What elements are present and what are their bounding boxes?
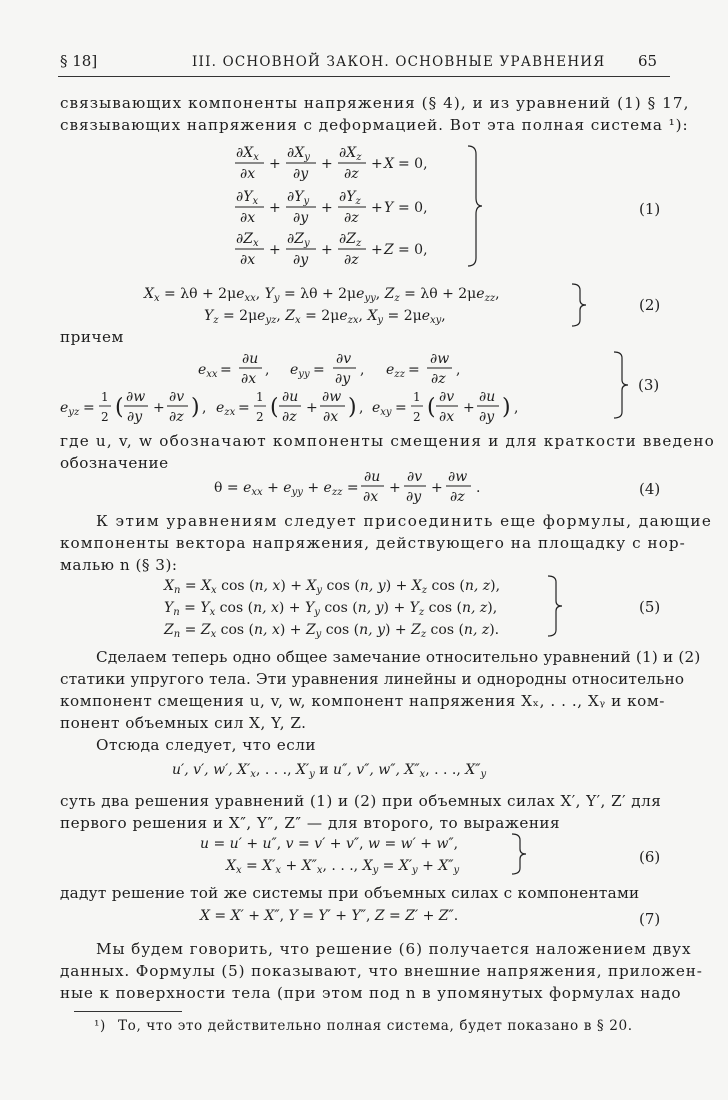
equation-number-7: (7) [639,910,661,928]
eq6-brace [512,834,526,874]
svg-text:∂Xz: $\partial X_z$ [339,145,362,163]
text-line-9: Сделаем теперь одно общее замечание относительно уравнений (1) и (2) [96,648,701,666]
svg-text:Zn = Zx cos (n, x) + Zy cos (n: $Z_n = Z_x$ cos (n, $x) + Z_y$ cos (n, $y) + Z_z$ cos (n, z). [164,622,500,640]
svg-text:exy: $e_{xy}$ [372,400,392,418]
svg-text:,: , [360,362,365,378]
text-line-8: малью n (§ 3): [60,556,178,574]
svg-text:+: + [371,156,383,172]
text-line-2: связывающих напряжения с деформацией. Вот эта полная система ¹): [60,116,689,134]
svg-text:+: + [321,156,333,172]
footnote-marker: ¹) [94,1018,106,1034]
footnote-text: То, что это действительно полная система, будет показано в § 20. [118,1018,633,1034]
equation-5-figure [160,572,570,642]
equation-2-figure [140,280,600,330]
svg-text:(: ( [427,395,436,420]
svg-text:∂y: ∂y [293,210,309,226]
svg-text:∂x: ∂x [241,371,257,387]
svg-text:(: ( [115,395,124,420]
text-line-5: обозначение [60,454,169,472]
svg-text:,: , [514,400,519,416]
svg-text:+: + [389,480,401,496]
svg-text:1: 1 [256,390,264,404]
page-number: 65 [638,52,658,70]
text-line-3: причем [60,328,124,346]
svg-text:+: + [269,200,281,216]
text-line-16: дадут решение той же системы при объемных силах с компонентами [60,884,640,902]
svg-text:): ) [348,395,357,420]
svg-text:ezx: $e_{zx}$ [216,400,236,418]
svg-text:∂y: ∂y [406,489,422,505]
svg-text:ezz: $e_{zz}$ [386,362,405,380]
svg-text:+: + [269,242,281,258]
svg-text:∂x: ∂x [240,166,256,182]
svg-text:θ = exx + eyy + ezz =: $\theta = e_{xx} + e_{yy} + e_{zz}$ = [214,480,359,498]
footnote-rule [74,1011,182,1012]
svg-text:Yn = Yx cos (n, x) + Yy cos (n: $Y_n = Y_x$ cos (n, $x) + Y_y$ cos (n, $y) + Y_z$ cos (n, z), [164,600,498,618]
text-line-13: Отсюда следует, что если [96,736,316,754]
text-line-11: компонент смещения u, v, w, компонент напряжения Xₓ, . . ., Xᵧ и ком- [60,692,665,710]
equation-4-figure [210,468,520,508]
svg-text:∂x: ∂x [363,489,379,505]
equation-number-1: (1) [639,200,661,218]
svg-text:+: + [269,156,281,172]
svg-text:eyz: $e_{yz}$ [60,400,80,418]
svg-text:∂w: ∂w [448,469,468,485]
eq3-brace [614,352,628,418]
text-line-1: связывающих компоненты напряжения (§ 4), и из уравнений (1) § 17, [60,94,690,112]
svg-text:∂z: ∂z [344,166,359,182]
equation-number-2: (2) [639,296,661,314]
svg-text:,: , [202,400,207,416]
text-line-14: суть два решения уравнений (1) и (2) при объемных силах X′, Y′, Z′ для [60,792,662,810]
svg-text:u′, v′, w′, X′x, . . ., X′y и: u′, v′, w′, $X'_x$, . . ., $X'_y$ и u″, v″, w″, $X''_x$, . . ., $X''_y$ [172,762,487,780]
svg-text:+: + [431,480,443,496]
svg-text:,: , [265,362,270,378]
svg-text:=: = [220,362,232,378]
header-rule [58,76,670,77]
text-line-19: ные к поверхности тела (при этом под n в упомянутых формулах надо [60,984,682,1002]
svg-text:∂x: ∂x [240,210,256,226]
svg-text:,: , [456,362,461,378]
eq2-brace [572,284,586,326]
equation-1-figure [220,140,520,272]
svg-text:∂z: ∂z [344,210,359,226]
svg-text:∂x: ∂x [323,409,339,425]
svg-text:= 0,: = 0, [398,242,428,258]
eq1-row-3 [235,231,428,268]
svg-text:∂z: ∂z [169,409,184,425]
running-title: III. ОСНОВНОЙ ЗАКОН. ОСНОВНЫЕ УРАВНЕНИЯ [192,54,606,70]
svg-text:∂u: ∂u [282,389,299,405]
svg-text:.: . [476,480,481,496]
svg-text:=: = [83,400,95,416]
svg-text:∂v: ∂v [439,389,455,405]
svg-text:=: = [313,362,325,378]
svg-text:= 0,: = 0, [398,156,428,172]
svg-text:u = u′ + u″, v = v′ + v″,: u = u′ + u″, v = v′ + v″, w = w′ + w″, [200,836,459,852]
svg-text:∂y: ∂y [479,409,495,425]
svg-text:Y: Y [384,200,394,216]
text-line-7: компоненты вектора напряжения, действующего на площадку с нор- [60,534,686,552]
svg-text:∂y: ∂y [293,252,309,268]
svg-text:): ) [191,395,200,420]
svg-text:+: + [463,400,475,416]
svg-text:∂y: ∂y [293,166,309,182]
svg-text:eyy: $e_{yy}$ [290,362,310,380]
eq5-brace [548,576,562,636]
svg-text:2: 2 [256,410,264,424]
svg-text:∂z: ∂z [450,489,465,505]
svg-text:∂x: ∂x [240,252,256,268]
text-line-6: К этим уравнениям следует присоединить еще формулы, дающие [96,512,713,530]
svg-text:∂Xy: $\partial X_y$ [287,145,310,163]
text-line-15: первого решения и X″, Y″, Z″ — для второго, то выражения [60,814,561,832]
svg-text:=: = [395,400,407,416]
svg-text:+: + [321,242,333,258]
equation-number-4: (4) [639,480,661,498]
svg-text:∂Xx: $\partial X_x$ [236,145,259,163]
svg-text:∂w: ∂w [430,351,450,367]
svg-text:=: = [238,400,250,416]
svg-text:∂y: ∂y [127,409,143,425]
svg-text:∂Yy: $\partial Y_y$ [287,189,310,207]
svg-text:2: 2 [413,410,421,424]
svg-text:∂z: ∂z [282,409,297,425]
svg-text:∂Zx: $\partial Z_x$ [236,231,259,249]
text-line-17: Мы будем говорить, что решение (6) получается наложением двух [96,940,692,958]
svg-text:∂Zz: $\partial Z_z$ [339,231,362,249]
svg-text:X: X [384,156,394,172]
svg-text:∂x: ∂x [439,409,455,425]
svg-text:exx: $e_{xx}$ [198,362,218,380]
equation-6-figure [190,830,540,878]
svg-text:∂v: ∂v [169,389,185,405]
svg-text:∂w: ∂w [126,389,146,405]
svg-text:∂v: ∂v [407,469,423,485]
svg-text:+: + [371,242,383,258]
svg-text:Xx = X′x + X″x, . . ., Xy =: $X_x = X'_x + X''_x$, . . ., $X_y = X'_y + X''_y$ [226,858,460,876]
equation-7-figure [196,902,566,930]
svg-text:∂Zy: $\partial Z_y$ [287,231,310,249]
eq1-brace [468,146,482,266]
svg-text:Yz = 2μeyz, Zx = 2μezx, Xy: $Y_z = 2\mu e_{yz}$, $Z_x = 2\mu e_{zx}$, $X_y = 2\mu e_{xy}$, [204,308,446,326]
svg-text:+: + [321,200,333,216]
equation-3-figure [56,344,644,426]
section-ref: § 18] [60,52,98,70]
svg-text:∂z: ∂z [431,371,446,387]
svg-text:+: + [371,200,383,216]
svg-text:X = X′ + X″, Y = Y′ + Y″,: X = X′ + X″, Y = Y′ + Y″, Z = Z′ + Z″. [200,908,459,924]
svg-text:2: 2 [101,410,109,424]
svg-text:∂u: ∂u [479,389,496,405]
equation-number-6: (6) [639,848,661,866]
svg-text:Xn = Xx cos (n, x) + Xy cos (n: $X_n = X_x$ cos (n, $x) + X_y$ cos (n, $y) + X_z$ cos (n, z), [164,578,501,596]
svg-text:Xx = λθ + 2μexx, Yy = λθ + 2: $X_x = \lambda\theta + 2\mu e_{xx}$, $Y_y = \lambda\theta + 2\mu e_{yy}$, $Z_z = \lambda\theta + 2\mu e_{zz}$, [144,286,500,304]
text-line-12: понент объемных сил X, Y, Z. [60,714,307,732]
text-line-18: данных. Формулы (5) показывают, что внешние напряжения, приложен- [60,962,703,980]
text-line-10: статики упругого тела. Эти уравнения линейны и однородны относительно [60,670,685,688]
svg-text:+: + [153,400,165,416]
solutions-figure [170,756,580,786]
svg-text:∂z: ∂z [344,252,359,268]
eq1-row-1 [235,145,428,182]
svg-text:1: 1 [413,390,421,404]
equation-number-5: (5) [639,598,661,616]
svg-text:∂v: ∂v [336,351,352,367]
svg-text:∂Yx: $\partial Y_x$ [236,189,259,207]
svg-text:∂Yz: $\partial Y_z$ [339,189,361,207]
svg-text:= 0,: = 0, [398,200,428,216]
svg-text:): ) [502,395,511,420]
text-line-4: где u, v, w обозначают компоненты смещения и для краткости введено [60,432,716,450]
svg-text:=: = [408,362,420,378]
eq1-row-2 [235,189,428,226]
svg-text:(: ( [270,395,279,420]
svg-text:Z: Z [384,242,394,258]
svg-text:,: , [359,400,364,416]
svg-text:1: 1 [101,390,109,404]
equation-number-3: (3) [638,376,660,394]
svg-text:∂y: ∂y [335,371,351,387]
svg-text:+: + [306,400,318,416]
svg-text:∂u: ∂u [242,351,259,367]
svg-text:∂u: ∂u [364,469,381,485]
svg-text:∂w: ∂w [322,389,342,405]
